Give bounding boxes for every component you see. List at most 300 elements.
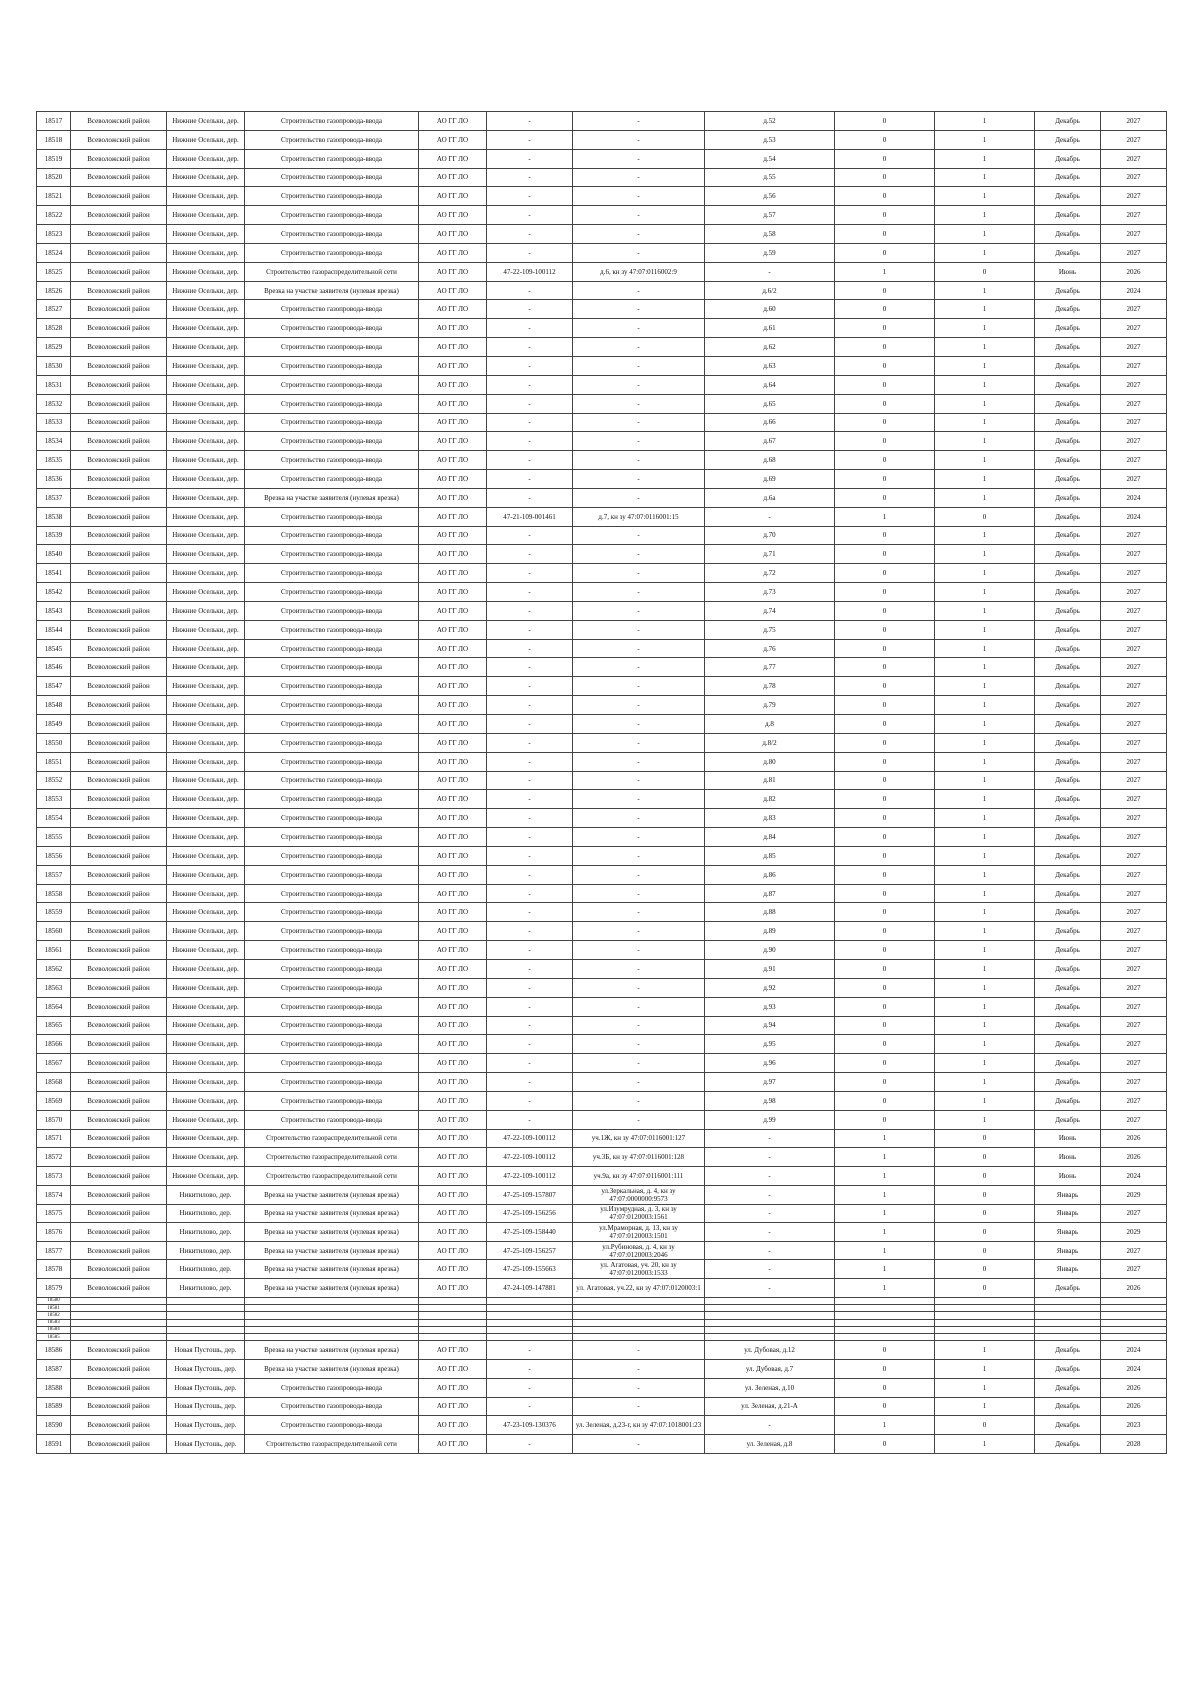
address-cell: д.67 [705, 432, 835, 451]
address-cell: д.87 [705, 884, 835, 903]
application-code-cell: - [487, 677, 573, 696]
cadastral-object-cell: - [573, 319, 705, 338]
count-a-cell: 1 [835, 1186, 935, 1205]
row-number-cell: 18578 [37, 1260, 71, 1279]
work-type-cell: Строительство газопровода-ввода [245, 1073, 419, 1092]
cadastral-object-cell: - [573, 809, 705, 828]
count-b-cell: 1 [935, 639, 1035, 658]
district-cell: Всеволожский район [71, 828, 167, 847]
settlement-cell: Нижние Осельки, дер. [167, 168, 245, 187]
count-a-cell: 0 [835, 620, 935, 639]
month-cell: Декабрь [1035, 978, 1101, 997]
settlement-cell: Нижние Осельки, дер. [167, 112, 245, 131]
count-b-cell: 0 [935, 1241, 1035, 1260]
month-cell: Декабрь [1035, 432, 1101, 451]
month-cell: Декабрь [1035, 1110, 1101, 1129]
district-cell [71, 1326, 167, 1333]
year-cell: 2027 [1101, 771, 1167, 790]
settlement-cell: Нижние Осельки, дер. [167, 356, 245, 375]
organization-cell: АО ГГ ЛО [419, 1416, 487, 1435]
month-cell: Декабрь [1035, 112, 1101, 131]
cadastral-object-cell: - [573, 526, 705, 545]
row-number-cell: 18529 [37, 338, 71, 357]
application-code-cell: - [487, 601, 573, 620]
table-row [37, 1416, 1167, 1435]
year-cell: 2027 [1101, 583, 1167, 602]
count-b-cell: 0 [935, 1148, 1035, 1167]
table-row [37, 620, 1167, 639]
settlement-cell [167, 1297, 245, 1304]
month-cell: Декабрь [1035, 545, 1101, 564]
count-b-cell: 1 [935, 545, 1035, 564]
district-cell: Всеволожский район [71, 922, 167, 941]
cadastral-object-cell: д.7, кн зу 47:07:0116001:15 [573, 507, 705, 526]
count-b-cell [935, 1312, 1035, 1319]
settlement-cell: Нижние Осельки, дер. [167, 206, 245, 225]
district-cell: Всеволожский район [71, 281, 167, 300]
count-b-cell: 1 [935, 243, 1035, 262]
organization-cell: АО ГГ ЛО [419, 997, 487, 1016]
district-cell: Всеволожский район [71, 545, 167, 564]
count-b-cell: 1 [935, 828, 1035, 847]
application-code-cell: - [487, 733, 573, 752]
year-cell: 2027 [1101, 243, 1167, 262]
row-number-cell: 18534 [37, 432, 71, 451]
district-cell: Всеволожский район [71, 470, 167, 489]
address-cell: д.62 [705, 338, 835, 357]
settlement-cell: Нижние Осельки, дер. [167, 545, 245, 564]
count-b-cell: 0 [935, 1204, 1035, 1223]
count-b-cell [935, 1334, 1035, 1341]
settlement-cell: Новая Пустошь, дер. [167, 1378, 245, 1397]
row-number-cell: 18583 [37, 1319, 71, 1326]
organization-cell: АО ГГ ЛО [419, 1204, 487, 1223]
month-cell: Декабрь [1035, 715, 1101, 734]
month-cell: Декабрь [1035, 394, 1101, 413]
year-cell: 2027 [1101, 356, 1167, 375]
district-cell: Всеволожский район [71, 319, 167, 338]
row-number-cell: 18554 [37, 809, 71, 828]
table-row [37, 583, 1167, 602]
year-cell: 2027 [1101, 1110, 1167, 1129]
count-b-cell: 1 [935, 884, 1035, 903]
count-b-cell: 1 [935, 225, 1035, 244]
application-code-cell: - [487, 790, 573, 809]
district-cell: Всеволожский район [71, 375, 167, 394]
cadastral-object-cell: - [573, 206, 705, 225]
month-cell: Декабрь [1035, 413, 1101, 432]
address-cell: ул. Дубовая, д.12 [705, 1341, 835, 1360]
count-b-cell: 0 [935, 1167, 1035, 1186]
address-cell: ул. Зеленая, д.21-А [705, 1397, 835, 1416]
cadastral-object-cell [573, 1304, 705, 1311]
settlement-cell: Нижние Осельки, дер. [167, 733, 245, 752]
district-cell: Всеволожский район [71, 846, 167, 865]
count-b-cell: 1 [935, 715, 1035, 734]
organization-cell: АО ГГ ЛО [419, 978, 487, 997]
count-a-cell: 0 [835, 564, 935, 583]
count-b-cell: 1 [935, 356, 1035, 375]
year-cell: 2027 [1101, 1035, 1167, 1054]
work-type-cell: Врезка на участке заявителя (нулевая врезка) [245, 1204, 419, 1223]
work-type-cell: Строительство газопровода-ввода [245, 545, 419, 564]
table-row [37, 1073, 1167, 1092]
organization-cell: АО ГГ ЛО [419, 828, 487, 847]
count-a-cell: 0 [835, 696, 935, 715]
count-b-cell: 1 [935, 319, 1035, 338]
settlement-cell: Нижние Осельки, дер. [167, 1091, 245, 1110]
month-cell: Декабрь [1035, 846, 1101, 865]
work-type-cell: Строительство газопровода-ввода [245, 884, 419, 903]
count-a-cell: 0 [835, 206, 935, 225]
work-type-cell: Врезка на участке заявителя (нулевая врезка) [245, 1360, 419, 1379]
address-cell: - [705, 1260, 835, 1279]
cadastral-object-cell: - [573, 997, 705, 1016]
district-cell: Всеволожский район [71, 1279, 167, 1298]
district-cell: Всеволожский район [71, 903, 167, 922]
organization-cell: АО ГГ ЛО [419, 1129, 487, 1148]
organization-cell: АО ГГ ЛО [419, 733, 487, 752]
cadastral-object-cell: - [573, 1360, 705, 1379]
application-code-cell: - [487, 187, 573, 206]
settlement-cell [167, 1326, 245, 1333]
application-code-cell: - [487, 243, 573, 262]
year-cell: 2027 [1101, 752, 1167, 771]
work-type-cell: Врезка на участке заявителя (нулевая врезка) [245, 1186, 419, 1205]
table-body [37, 112, 1167, 1454]
application-code-cell: 47-25-109-157807 [487, 1186, 573, 1205]
count-a-cell [835, 1319, 935, 1326]
month-cell: Декабрь [1035, 752, 1101, 771]
work-type-cell: Строительство газораспределительной сети [245, 1434, 419, 1453]
organization-cell: АО ГГ ЛО [419, 865, 487, 884]
table-row [37, 1434, 1167, 1453]
count-a-cell: 0 [835, 1434, 935, 1453]
organization-cell: АО ГГ ЛО [419, 1054, 487, 1073]
application-code-cell: - [487, 338, 573, 357]
month-cell: Декабрь [1035, 941, 1101, 960]
settlement-cell: Новая Пустошь, дер. [167, 1360, 245, 1379]
application-code-cell [487, 1319, 573, 1326]
count-b-cell: 1 [935, 978, 1035, 997]
count-a-cell: 0 [835, 941, 935, 960]
work-type-cell: Строительство газопровода-ввода [245, 583, 419, 602]
table-row [37, 413, 1167, 432]
work-type-cell: Строительство газораспределительной сети [245, 1129, 419, 1148]
table-row [37, 639, 1167, 658]
address-cell: - [705, 507, 835, 526]
count-a-cell: 0 [835, 243, 935, 262]
work-type-cell: Строительство газопровода-ввода [245, 997, 419, 1016]
table-row [37, 1054, 1167, 1073]
count-b-cell: 1 [935, 338, 1035, 357]
work-type-cell: Строительство газопровода-ввода [245, 1110, 419, 1129]
settlement-cell: Нижние Осельки, дер. [167, 375, 245, 394]
application-code-cell: - [487, 978, 573, 997]
month-cell: Январь [1035, 1204, 1101, 1223]
row-number-cell: 18533 [37, 413, 71, 432]
application-code-cell: - [487, 112, 573, 131]
month-cell: Декабрь [1035, 488, 1101, 507]
work-type-cell: Строительство газопровода-ввода [245, 639, 419, 658]
cadastral-object-cell: - [573, 413, 705, 432]
settlement-cell: Нижние Осельки, дер. [167, 846, 245, 865]
count-a-cell: 0 [835, 733, 935, 752]
work-type-cell [245, 1297, 419, 1304]
application-code-cell: - [487, 620, 573, 639]
work-type-cell: Врезка на участке заявителя (нулевая врезка) [245, 1260, 419, 1279]
settlement-cell: Нижние Осельки, дер. [167, 470, 245, 489]
row-number-cell: 18580 [37, 1297, 71, 1304]
address-cell: д.86 [705, 865, 835, 884]
cadastral-object-cell: - [573, 658, 705, 677]
address-cell: д.8/2 [705, 733, 835, 752]
work-type-cell: Строительство газопровода-ввода [245, 809, 419, 828]
row-number-cell: 18576 [37, 1223, 71, 1242]
year-cell: 2027 [1101, 394, 1167, 413]
table-row [37, 1129, 1167, 1148]
count-a-cell: 0 [835, 771, 935, 790]
table-row [37, 375, 1167, 394]
month-cell: Декабрь [1035, 865, 1101, 884]
work-type-cell: Строительство газопровода-ввода [245, 978, 419, 997]
row-number-cell: 18550 [37, 733, 71, 752]
row-number-cell: 18591 [37, 1434, 71, 1453]
month-cell: Июнь [1035, 1129, 1101, 1148]
table-row [37, 206, 1167, 225]
year-cell: 2027 [1101, 696, 1167, 715]
count-b-cell: 1 [935, 696, 1035, 715]
district-cell: Всеволожский район [71, 130, 167, 149]
row-number-cell: 18582 [37, 1312, 71, 1319]
work-type-cell [245, 1312, 419, 1319]
application-code-cell: - [487, 432, 573, 451]
count-a-cell: 0 [835, 1073, 935, 1092]
count-b-cell: 1 [935, 1397, 1035, 1416]
district-cell: Всеволожский район [71, 112, 167, 131]
settlement-cell: Нижние Осельки, дер. [167, 1073, 245, 1092]
district-cell: Всеволожский район [71, 696, 167, 715]
table-row [37, 959, 1167, 978]
cadastral-object-cell: ул.Зеркальная, д. 4, кн зу 47:07:0000000:9573 [573, 1186, 705, 1205]
cadastral-object-cell: - [573, 978, 705, 997]
row-number-cell: 18549 [37, 715, 71, 734]
application-code-cell: 47-25-109-155663 [487, 1260, 573, 1279]
settlement-cell: Нижние Осельки, дер. [167, 658, 245, 677]
table-row [37, 997, 1167, 1016]
count-a-cell: 0 [835, 752, 935, 771]
district-cell: Всеволожский район [71, 1129, 167, 1148]
row-number-cell: 18546 [37, 658, 71, 677]
settlement-cell: Нижние Осельки, дер. [167, 677, 245, 696]
row-number-cell: 18573 [37, 1167, 71, 1186]
count-a-cell: 0 [835, 488, 935, 507]
organization-cell: АО ГГ ЛО [419, 149, 487, 168]
settlement-cell: Нижние Осельки, дер. [167, 300, 245, 319]
cadastral-object-cell: - [573, 545, 705, 564]
organization-cell: АО ГГ ЛО [419, 1279, 487, 1298]
year-cell [1101, 1326, 1167, 1333]
settlement-cell: Нижние Осельки, дер. [167, 262, 245, 281]
count-b-cell: 1 [935, 583, 1035, 602]
settlement-cell: Новая Пустошь, дер. [167, 1416, 245, 1435]
month-cell: Декабрь [1035, 696, 1101, 715]
year-cell: 2027 [1101, 1091, 1167, 1110]
count-b-cell: 1 [935, 432, 1035, 451]
district-cell: Всеволожский район [71, 1260, 167, 1279]
application-code-cell: - [487, 375, 573, 394]
work-type-cell: Строительство газопровода-ввода [245, 828, 419, 847]
settlement-cell: Нижние Осельки, дер. [167, 978, 245, 997]
application-code-cell: - [487, 959, 573, 978]
row-number-cell: 18519 [37, 149, 71, 168]
cadastral-object-cell: д.6, кн зу 47:07:0116002:9 [573, 262, 705, 281]
application-code-cell: - [487, 319, 573, 338]
row-number-cell: 18589 [37, 1397, 71, 1416]
year-cell: 2027 [1101, 545, 1167, 564]
application-code-cell [487, 1326, 573, 1333]
address-cell: д.76 [705, 639, 835, 658]
application-code-cell: - [487, 771, 573, 790]
settlement-cell: Нижние Осельки, дер. [167, 941, 245, 960]
work-type-cell: Врезка на участке заявителя (нулевая врезка) [245, 1279, 419, 1298]
cadastral-object-cell: - [573, 187, 705, 206]
month-cell: Декабрь [1035, 790, 1101, 809]
application-code-cell: 47-22-109-100112 [487, 1129, 573, 1148]
settlement-cell: Нижние Осельки, дер. [167, 696, 245, 715]
table-row [37, 884, 1167, 903]
organization-cell: АО ГГ ЛО [419, 1110, 487, 1129]
count-b-cell: 1 [935, 620, 1035, 639]
year-cell [1101, 1304, 1167, 1311]
year-cell: 2027 [1101, 922, 1167, 941]
month-cell: Декабрь [1035, 1016, 1101, 1035]
month-cell: Июнь [1035, 1167, 1101, 1186]
year-cell: 2027 [1101, 884, 1167, 903]
application-code-cell: - [487, 149, 573, 168]
count-b-cell: 1 [935, 281, 1035, 300]
work-type-cell: Строительство газопровода-ввода [245, 1416, 419, 1435]
work-type-cell: Строительство газопровода-ввода [245, 601, 419, 620]
year-cell: 2026 [1101, 1378, 1167, 1397]
table-row [37, 941, 1167, 960]
count-a-cell: 0 [835, 790, 935, 809]
table-row [37, 1148, 1167, 1167]
table-row [37, 319, 1167, 338]
application-code-cell: 47-23-109-130376 [487, 1416, 573, 1435]
address-cell: д.89 [705, 922, 835, 941]
row-number-cell: 18518 [37, 130, 71, 149]
table-row [37, 1334, 1167, 1341]
row-number-cell: 18528 [37, 319, 71, 338]
application-code-cell: - [487, 413, 573, 432]
count-b-cell: 1 [935, 809, 1035, 828]
table-row [37, 300, 1167, 319]
work-type-cell: Строительство газопровода-ввода [245, 225, 419, 244]
count-a-cell: 0 [835, 658, 935, 677]
address-cell: д.6а [705, 488, 835, 507]
settlement-cell [167, 1334, 245, 1341]
work-type-cell: Строительство газопровода-ввода [245, 507, 419, 526]
table-row [37, 281, 1167, 300]
row-number-cell: 18558 [37, 884, 71, 903]
month-cell: Декабрь [1035, 884, 1101, 903]
application-code-cell: 47-25-109-158440 [487, 1223, 573, 1242]
table-row [37, 1304, 1167, 1311]
cadastral-object-cell: - [573, 488, 705, 507]
work-type-cell: Строительство газопровода-ввода [245, 130, 419, 149]
row-number-cell: 18545 [37, 639, 71, 658]
district-cell: Всеволожский район [71, 1341, 167, 1360]
year-cell: 2027 [1101, 187, 1167, 206]
count-b-cell: 1 [935, 771, 1035, 790]
count-a-cell: 1 [835, 1241, 935, 1260]
table-row [37, 1204, 1167, 1223]
district-cell: Всеволожский район [71, 225, 167, 244]
row-number-cell: 18520 [37, 168, 71, 187]
row-number-cell: 18562 [37, 959, 71, 978]
row-number-cell: 18565 [37, 1016, 71, 1035]
settlement-cell: Нижние Осельки, дер. [167, 828, 245, 847]
count-b-cell: 0 [935, 1186, 1035, 1205]
application-code-cell: - [487, 1054, 573, 1073]
table-row [37, 1260, 1167, 1279]
month-cell: Декабрь [1035, 809, 1101, 828]
organization-cell: АО ГГ ЛО [419, 1397, 487, 1416]
month-cell [1035, 1334, 1101, 1341]
organization-cell: АО ГГ ЛО [419, 470, 487, 489]
organization-cell [419, 1297, 487, 1304]
table-row [37, 1341, 1167, 1360]
work-type-cell: Строительство газопровода-ввода [245, 1378, 419, 1397]
month-cell: Декабрь [1035, 997, 1101, 1016]
cadastral-object-cell: - [573, 846, 705, 865]
count-b-cell: 1 [935, 451, 1035, 470]
address-cell: д.74 [705, 601, 835, 620]
cadastral-object-cell: - [573, 1035, 705, 1054]
table-row [37, 733, 1167, 752]
row-number-cell: 18571 [37, 1129, 71, 1148]
count-b-cell: 1 [935, 601, 1035, 620]
year-cell: 2027 [1101, 978, 1167, 997]
cadastral-object-cell: - [573, 451, 705, 470]
table-row [37, 771, 1167, 790]
application-code-cell: - [487, 545, 573, 564]
work-type-cell: Строительство газопровода-ввода [245, 1016, 419, 1035]
row-number-cell: 18543 [37, 601, 71, 620]
settlement-cell: Нижние Осельки, дер. [167, 865, 245, 884]
settlement-cell: Нижние Осельки, дер. [167, 1148, 245, 1167]
count-a-cell: 0 [835, 677, 935, 696]
month-cell: Декабрь [1035, 1035, 1101, 1054]
month-cell: Декабрь [1035, 620, 1101, 639]
organization-cell: АО ГГ ЛО [419, 225, 487, 244]
row-number-cell: 18525 [37, 262, 71, 281]
settlement-cell: Нижние Осельки, дер. [167, 432, 245, 451]
cadastral-object-cell: ул. Агатовая, уч. 20, кн зу 47:07:0120003:1533 [573, 1260, 705, 1279]
table-row [37, 865, 1167, 884]
work-type-cell: Строительство газопровода-ввода [245, 677, 419, 696]
work-type-cell: Врезка на участке заявителя (нулевая врезка) [245, 1223, 419, 1242]
cadastral-object-cell [573, 1334, 705, 1341]
application-code-cell: - [487, 206, 573, 225]
month-cell: Январь [1035, 1241, 1101, 1260]
row-number-cell: 18537 [37, 488, 71, 507]
year-cell: 2027 [1101, 903, 1167, 922]
settlement-cell: Нижние Осельки, дер. [167, 1110, 245, 1129]
count-b-cell: 1 [935, 206, 1035, 225]
row-number-cell: 18532 [37, 394, 71, 413]
